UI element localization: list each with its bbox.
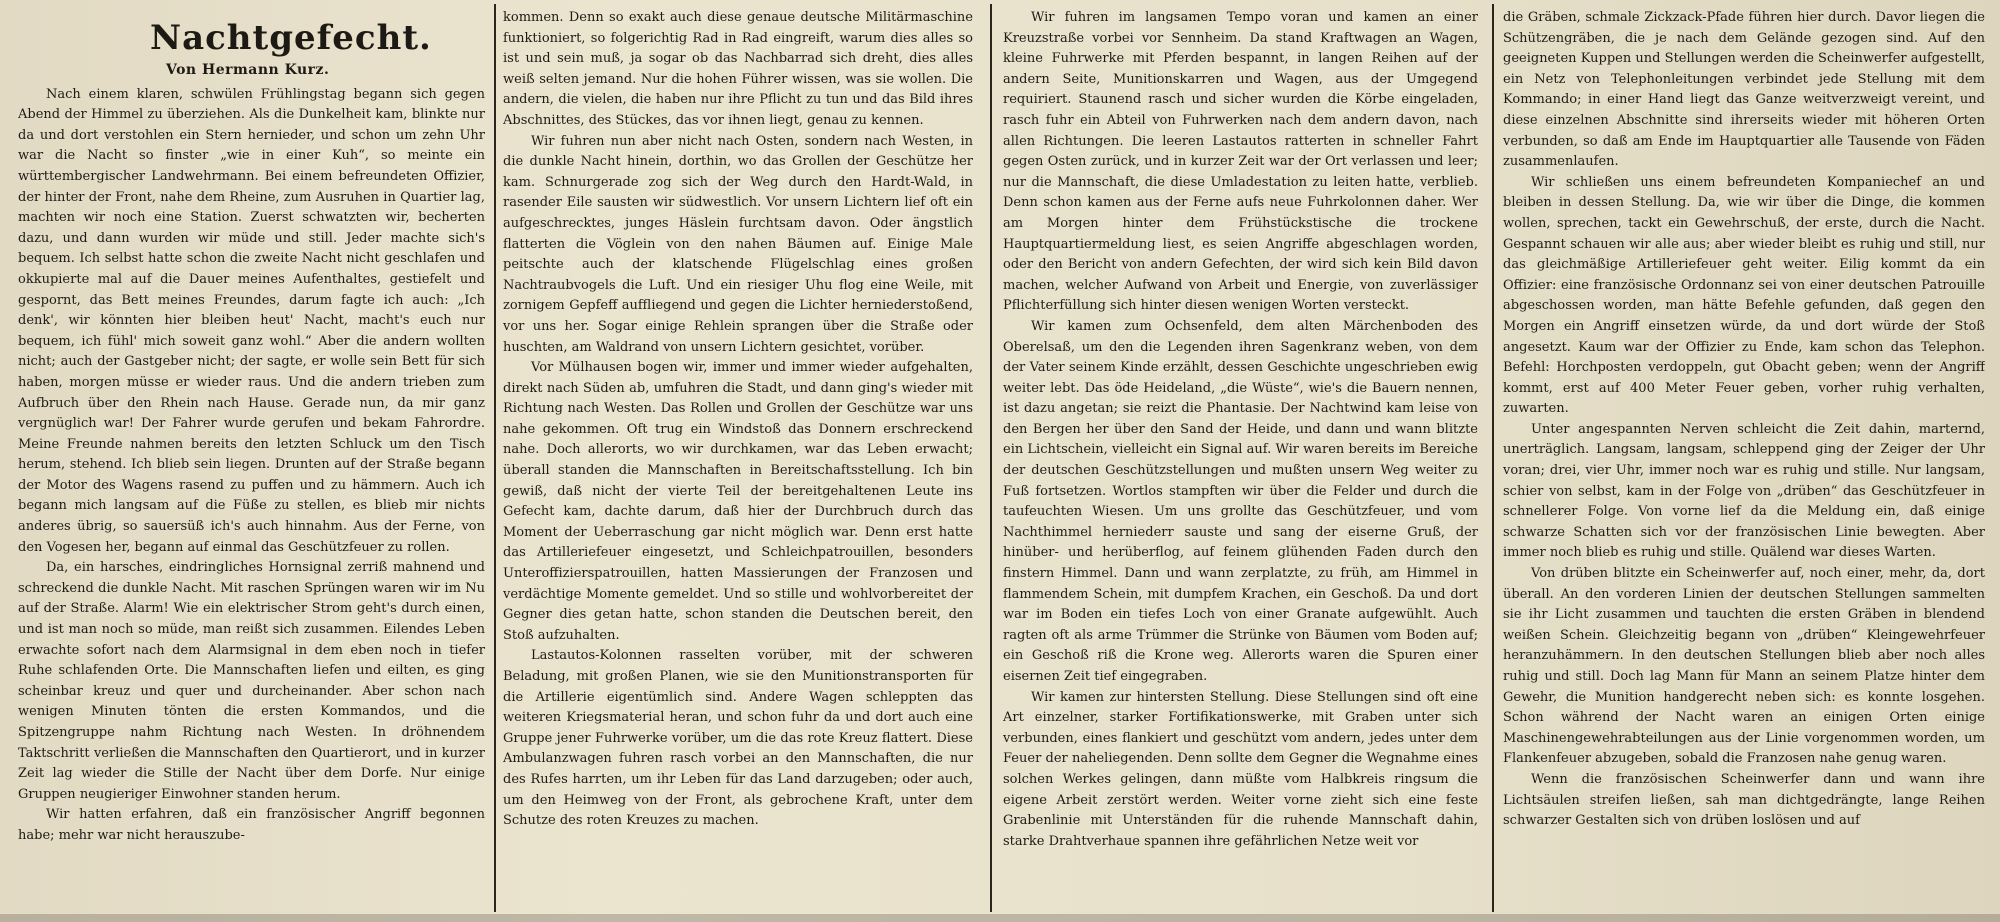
column-rule — [494, 4, 496, 912]
paragraph: Da, ein harsches, eindringliches Hornsignal zerriß mahnend und schreckend die dunkle Nacht. Mit raschen Sprüngen waren wir im Nu auf der Straße. Alarm! Wie ein elektrischer Strom geht's durch einen, und ist man noch so müde, man reißt sich zusammen. Eilendes Leben erwachte sofort nach dem Alarmsignal in dem eben noch in tiefer Ruhe schlafenden Orte. Die Mannschaften liefen und eilten, es ging scheinbar kreuz und quer und durcheinander. Aber schon nach wenigen Minuten tönten die ersten Kommandos, und die Spitzengruppe nahm Richtung nach Westen. In dröhnendem Taktschritt verließen die Mannschaften den Quartierort, und in kurzer Zeit lag wieder die Stille der Nacht über dem Dorfe. Nur einige Gruppen neugieriger Einwohner standen herum. — [18, 560, 485, 802]
article-title: Nachtgefecht. — [150, 18, 432, 58]
column-rule — [990, 4, 992, 912]
paragraph: Unter angespannten Nerven schleicht die Zeit dahin, marternd, unerträglich. Langsam, langsam, schleppend ging der Zeiger der Uhr voran; drei, vier Uhr, immer noch war es ruhig und stille. Nur langsam, schier von selbst, kam in der Folge von „drüben“ das Geschützfeuer in schnellerer Folge. Von vorne lief da die Meldung ein, daß einige schwarze Schatten sich vor der französischen Linie bewegten. Aber immer noch blieb es ruhig und stille. Quälend war dieses Warten. — [1503, 421, 1985, 561]
paragraph: Wenn die französischen Scheinwerfer dann und wann ihre Lichtsäulen streifen ließen, sah man dichtgedrängte, lange Reihen schwarzer Gestalten sich von drüben loslösen und auf — [1503, 771, 1985, 829]
paragraph: Wir kamen zum Ochsenfeld, dem alten Märchenboden des Oberelsaß, um den die Legenden ihren Sagenkranz weben, von dem der Vater seinem Kinde erzählt, dessen Geschichte ungeschrieben ewig weiter lebt. Das öde Heideland, „die Wüste“, wie's die Bauern nennen, ist dazu angetan; sie reizt die Phantasie. Der Nachtwind kam leise von den Bergen her über den Sand der Heide, und dann und wann blitzte ein Lichtschein, vielleicht ein Signal auf. Wir waren bereits im Bereiche der deutschen Geschützstellungen und mußten unsern Weg weiter zu Fuß fortsetzen. Wortlos stampften wir über die Felder und durch die taufeuchten Wiesen. Um uns grollte das Geschützfeuer, und vom Nachthimmel herniederr sauste und sang der eiserne Gruß, der hinüber- und herüberflog, auf feinem glühenden Faden durch den finstern Himmel. Dann und wann zerplatzte, zu früh, am Himmel in flammendem Schein, mit dumpfem Krachen, ein Geschoß. Da und dort war im Boden ein tiefes Loch von einer Granate aufgewühlt. Auch ragten oft als arme Trümmer die Strünke von Bäumen vom Boden auf; ein Geschoß riß die Krone weg. Allerorts waren die Spuren einer eisernen Zeit tief eingegraben. — [1003, 318, 1478, 684]
column-rule — [1492, 4, 1494, 912]
column-1 — [18, 8, 485, 906]
paragraph: kommen. Denn so exakt auch diese genaue deutsche Militärmaschine funktioniert, so folgerichtig Rad in Rad eingreift, warum dies alles so ist und sein muß, ja sogar ob das Nachbarrad sich dreht, dies alles weiß selten jemand. Nur die hohen Führer wissen, was sie wollen. Die andern, die vielen, die haben nur ihre Pflicht zu tun und das Bild ihres Abschnittes, des Stückes, das vor ihnen liegt, genau zu kennen. — [503, 10, 973, 128]
column-3 — [1003, 8, 1478, 906]
paragraph: Wir fuhren nun aber nicht nach Osten, sondern nach Westen, in die dunkle Nacht hinein, dorthin, wo das Grollen der Geschütze her kam. Schnurgerade zog sich der Weg durch den Hardt-Wald, in rasender Eile sausten wir südwestlich. Vor unsern Lichtern lief oft ein aufgeschrecktes, junges Häslein furchtsam davon. Oder ängstlich flatterten die Vöglein von den nahen Bäumen auf. Einige Male peitschte auch der klatschende Flügelschlag eines großen Nachtraubvogels die Luft. Und ein riesiger Uhu flog eine Weile, mit zornigem Gepfeff auffliegend und gegen die Lichter herniederstoßend, vor uns her. Sogar einige Rehlein sprangen über die Straße oder huschten, am Waldrand von unsern Lichtern gesichtet, vorüber. — [503, 133, 973, 355]
paragraph: Vor Mülhausen bogen wir, immer und immer wieder aufgehalten, direkt nach Süden ab, umfuhren die Stadt, und dann ging's wieder mit Richtung nach Westen. Das Rollen und Grollen der Geschütze war uns nahe gekommen. Oft trug ein Windstoß das Donnern erschreckend nahe. Doch allerorts, wo wir durchkamen, war das Leben erwacht; überall standen die Mannschaften in Bereitschaftsstellung. Ich bin gewiß, daß nicht der vierte Teil der bereitgehaltenen Leute ins Gefecht kam, dachte darum, daß hier der Durchbruch durch das Moment der Ueberraschung gar nicht möglich war. Denn erst hatte das Artilleriefeuer eingesetzt, und Schleichpatrouillen, besonders Unteroffizierspatrouillen, hatten Massierungen der Franzosen und verdächtige Momente gemeldet. Und so stille und wohlvorbereitet der Gegner dies getan hatte, schon standen die Deutschen bereit, den Stoß aufzuhalten. — [503, 360, 973, 643]
column-2 — [503, 8, 973, 906]
paragraph: Nach einem klaren, schwülen Frühlingstag begann sich gegen Abend der Himmel zu überziehen. Als die Dunkelheit kam, blinkte nur da und dort verstohlen ein Stern hernieder, und schon um zehn Uhr war die Nacht so finster „wie in einer Kuh“, so meinte ein württembergischer Landwehrmann. Bei einem befreundeten Offizier, der hinter der Front, nahe dem Rheine, zum Ausruhen in Quartier lag, machten wir noch eine Station. Zuerst schwatzten wir, becherten dazu, und dann wurden wir müde und still. Jeder machte sich's bequem. Ich selbst hatte schon die zweite Nacht nicht geschlafen und okkupierte mal auf die Dauer meines Aufenthaltes, gestiefelt und gespornt, das Bett meines Freundes, darum fagte ich auch: „Ich denk', wir könnten hier bleiben heut' Nacht, macht's euch nur bequem, ich fühl' mich soweit ganz wohl.“ Aber die andern wollten nicht; auch der Gastgeber nicht; der sagte, er wolle sein Bett für sich haben, morgen müsse er wieder raus. Und die andern trieben zum Aufbruch über den Rhein nach Hause. Gerade nun, da mir ganz vergnüglich war! Der Fahrer wurde gerufen und bekam Fahrordre. Meine Freunde nahmen bereits den letzten Schluck um den Tisch herum, stehend. Ich blieb sein liegen. Drunten auf der Straße begann der Motor des Wagens rasend zu puffen und zu hämmern. Auch ich begann mich langsam auf die Füße zu stellen, es blieb mir nichts anderes übrig, so sauersüß ich's auch hinnahm. Aus der Ferne, von den Vogesen her, begann auf einmal das Geschützfeuer zu rollen. — [18, 86, 485, 555]
paragraph: Wir hatten erfahren, daß ein französischer Angriff begonnen habe; mehr war nicht herauszube- — [18, 807, 485, 843]
article-author: Von Hermann Kurz. — [166, 62, 330, 78]
paragraph: Wir fuhren im langsamen Tempo voran und kamen an einer Kreuzstraße vorbei vor Sennheim. Da stand Kraftwagen an Wagen, kleine Fuhrwerke mit Pferden bespannt, in langen Reihen auf der andern Seite, Munitionskarren und Wagen, aus der Umgegend requiriert. Staunend rasch und sicher wurden die Körbe eingeladen, rasch fuhr ein Abteil von Fuhrwerken nach dem andern davon, nach allen Richtungen. Die leeren Lastautos ratterten in schneller Fahrt gegen Osten zurück, und in kurzer Zeit war der Ort verlassen und leer; nur die Mannschaft, die diese Umladestation zu leiten hatte, verblieb. Denn schon kamen aus der Ferne aufs neue Fuhrkolonnen daher. Wer am Morgen hinter dem Frühstückstische die trockene Hauptquartiermeldung liest, es seien Angriffe abgeschlagen worden, oder den Bericht von andern Gefechten, der wird sich kein Bild davon machen, welcher Aufwand von Arbeit und Energie, von zuverlässiger Pflichterfüllung sich hinter diesen wenigen Worten versteckt. — [1003, 10, 1478, 314]
column-4 — [1503, 8, 1985, 906]
paragraph: Von drüben blitzte ein Scheinwerfer auf, noch einer, mehr, da, dort überall. An den vorderen Linien der deutschen Stellungen sammelten sie ihr Licht zusammen und tauchten die ersten Gräben in blendend weißen Schein. Gleichzeitig begann von „drüben“ Kleingewehrfeuer heranzuhämmern. In den deutschen Stellungen blieb aber noch alles ruhig und still. Doch lag Mann für Mann an seinem Platze hinter dem Gewehr, die Munition handgerecht neben sich: es konnte losgehen. Schon während der Nacht waren an einigen Orten einige Maschinengewehrabteilungen aus der Linie vorgenommen worden, um Flankenfeuer abzugeben, sobald die Franzosen nahe genug waren. — [1503, 566, 1985, 767]
paragraph: Lastautos-Kolonnen rasselten vorüber, mit der schweren Beladung, mit großen Planen, wie sie den Munitionstransporten für die Artillerie eigentümlich sind. Andere Wagen schleppten das weiteren Kriegsmaterial heran, und schon fuhr da und dort auch eine Gruppe jener Fuhrwerke vorüber, um die das rote Kreuz flattert. Diese Ambulanzwagen fuhren rasch vorbei an den Mannschaften, die nur des Rufes harrten, um ihr Leben für das Land darzugeben; oder auch, um den Heimweg von der Front, als gebrochene Kraft, unter dem Schutze des roten Kreuzes zu machen. — [503, 648, 973, 829]
paragraph: die Gräben, schmale Zickzack-Pfade führen hier durch. Davor liegen die Schützengräben, die je nach dem Gelände gezogen sind. Auf den geeigneten Kuppen und Stellungen werden die Scheinwerfer aufgestellt, ein Netz von Telephonleitungen verbindet jede Stellung mit dem Kommando; in einer Hand liegt das Ganze weitverzweigt vereint, und diese einzelnen Abschnitte sind ihrerseits wieder mit höheren Orten verbunden, so daß am Ende im Hauptquartier alle Tausende von Fäden zusammenlaufen. — [1503, 10, 1985, 170]
paragraph: Wir kamen zur hintersten Stellung. Diese Stellungen sind oft eine Art einzelner, starker Fortifikationswerke, mit Graben unter sich verbunden, eines flankiert und geschützt vom andern, jedes unter dem Feuer der naheliegenden. Denn sollte dem Gegner die Wegnahme eines solchen Werkes gelingen, dann müßte vom Halbkreis ringsum die eigene Arbeit zerstört werden. Weiter vorne zieht sich eine feste Grabenlinie mit Unterständen für die ruhende Mannschaft dahin, starke Drahtverhaue spannen ihre gefährlichen Netze weit vor — [1003, 689, 1478, 849]
page-bottom-edge — [0, 914, 2000, 922]
paragraph: Wir schließen uns einem befreundeten Kompaniechef an und bleiben in dessen Stellung. Da, wie wir über die Dinge, die kommen wollen, sprechen, tackt ein Gewehrschuß, der erste, durch die Nacht. Gespannt schauen wir alle aus; aber wieder bleibt es ruhig und still, nur das gleichmäßige Artilleriefeuer geht weiter. Eilig kommt da ein Offizier: eine französische Ordonnanz sei von einer deutschen Patrouille abgeschossen worden, man hätte Befehle gefunden, daß gegen den Morgen ein Angriff einsetzen würde, da und dort würde der Stoß angesetzt. Kaum war der Offizier zu Ende, kam schon das Telephon. Befehl: Horchposten verdoppeln, gut Obacht geben; wenn der Angriff kommt, erst auf 400 Meter Feuer geben, vorher ruhig verhalten, zuwarten. — [1503, 174, 1985, 417]
